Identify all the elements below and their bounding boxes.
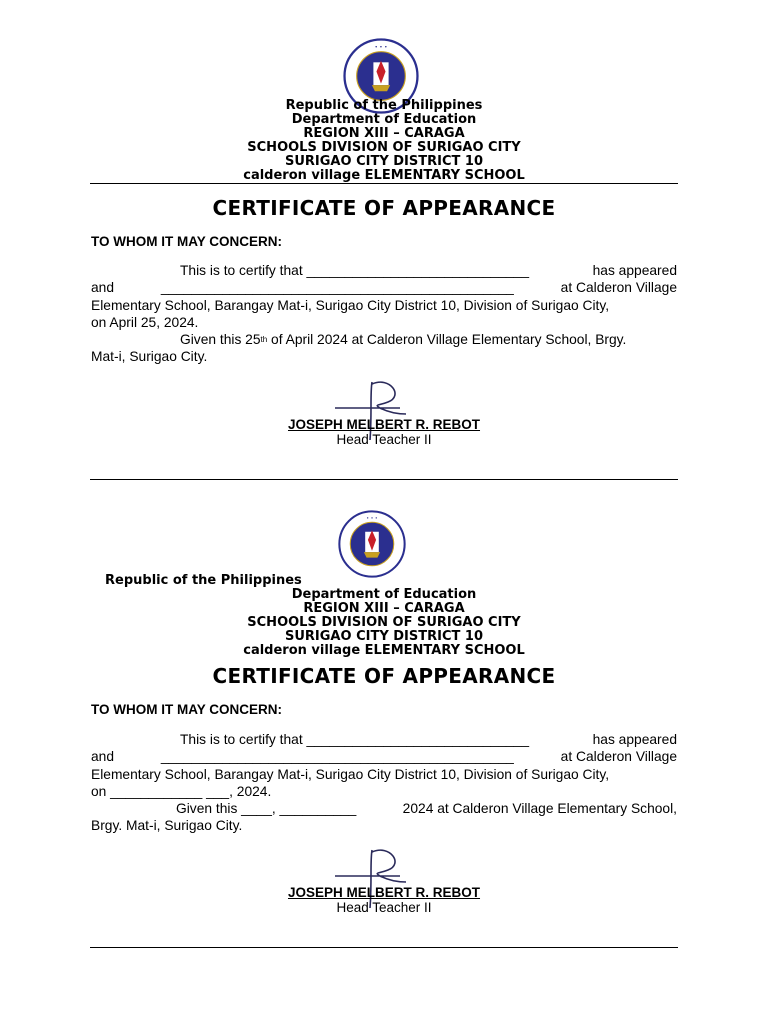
body-line-2b: ______________________________________________ — [160, 749, 514, 765]
body-line-2a: and — [91, 280, 115, 296]
body-line-6: Mat-i, Surigao City. — [91, 349, 208, 365]
svg-text:• • •: • • • — [366, 516, 378, 522]
body-line-2c: at Calderon Village — [560, 749, 677, 765]
body-line-6: Brgy. Mat-i, Surigao City. — [91, 818, 243, 834]
header-region: REGION XIII – CARAGA — [303, 126, 465, 141]
body-line-5b: 2024 at Calderon Village Elementary School, — [402, 801, 677, 817]
header-department: Department of Education — [291, 112, 477, 127]
body-line-3: Elementary School, Barangay Mat-i, Surigao City District 10, Division of Surigao City, — [91, 297, 610, 313]
deped-seal-logo — [338, 510, 406, 578]
body-line-1b: has appeared — [592, 732, 677, 747]
header-republic: Republic of the Philippines — [285, 98, 483, 113]
signatory-position: Head Teacher II — [336, 432, 432, 447]
salutation: TO WHOM IT MAY CONCERN: — [91, 234, 283, 249]
salutation: TO WHOM IT MAY CONCERN: — [91, 702, 283, 717]
cut-line — [90, 479, 678, 480]
letterhead — [0, 99, 768, 183]
bottom-cut-line — [90, 947, 678, 948]
signatory-block — [0, 885, 768, 915]
header-division: SCHOOLS DIVISION OF SURIGAO CITY — [247, 140, 521, 155]
header-district: SURIGAO CITY DISTRICT 10 — [285, 629, 483, 644]
body-line-5a: Given this 25 — [180, 332, 261, 348]
signatory-block — [0, 417, 768, 447]
body-line-3: Elementary School, Barangay Mat-i, Surigao City District 10, Division of Surigao City, — [91, 766, 610, 782]
header-division: SCHOOLS DIVISION OF SURIGAO CITY — [247, 615, 521, 630]
body-line-2b: ______________________________________________ — [160, 280, 514, 296]
certificate-body — [91, 262, 677, 366]
header-region: REGION XIII – CARAGA — [303, 601, 465, 616]
header-school: calderon village ELEMENTARY SCHOOL — [243, 643, 525, 658]
body-line-1b: has appeared — [592, 263, 677, 278]
ordinal-suffix: th — [260, 335, 268, 345]
header-divider — [90, 183, 678, 184]
header-republic: Republic of the Philippines — [105, 573, 302, 588]
body-line-4: on ____________ ___, 2024. — [91, 783, 272, 799]
certificate-title: CERTIFICATE OF APPEARANCE — [212, 664, 556, 688]
svg-text:• • •: • • • — [374, 44, 388, 51]
letterhead — [0, 573, 768, 658]
body-line-5a: Given this ____, __________ — [176, 801, 357, 817]
certificate-title: CERTIFICATE OF APPEARANCE — [212, 196, 556, 220]
body-line-1a: This is to certify that _____________________________ — [180, 732, 530, 747]
body-line-4: on April 25, 2024. — [91, 314, 199, 330]
signatory-position: Head Teacher II — [336, 900, 432, 915]
header-department: Department of Education — [291, 587, 477, 602]
header-school: calderon village ELEMENTARY SCHOOL — [243, 168, 525, 183]
certificate-body — [91, 731, 677, 835]
body-line-2c: at Calderon Village — [560, 280, 677, 296]
signatory-name: JOSEPH MELBERT R. REBOT — [287, 417, 481, 432]
body-line-2a: and — [91, 749, 115, 765]
signatory-name: JOSEPH MELBERT R. REBOT — [287, 885, 481, 900]
header-district: SURIGAO CITY DISTRICT 10 — [285, 154, 483, 169]
body-line-5b: of April 2024 at Calderon Village Elementary School, Brgy. — [267, 332, 627, 348]
body-line-1a: This is to certify that _____________________________ — [180, 263, 530, 278]
